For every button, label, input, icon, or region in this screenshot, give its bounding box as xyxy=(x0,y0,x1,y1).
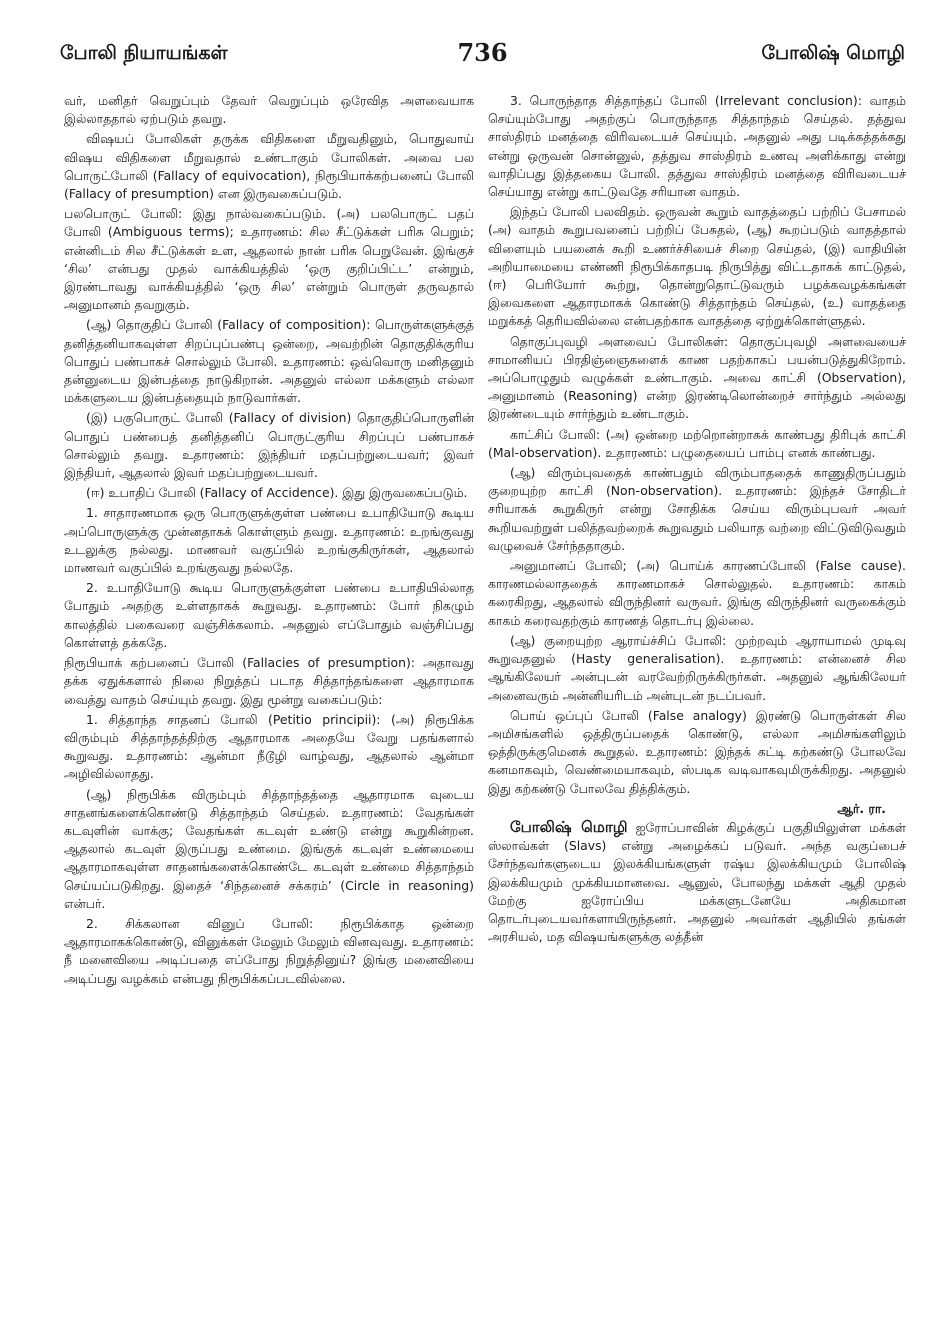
paragraph: (ஆ) தொகுதிப் போலி (Fallacy of composition): பொருள்களுக்குத் தனித்தனியாகவுள்ள சிறப்புப்பண்பு ஒன்றை, அவற்றின் தொகுதிக்குரிய பொதுப் பண்பாகச் சொல்லும் போலி. உதாரணம்: ஒவ்வொரு மனிதனும் தன்னுடைய இன்பத்தை நாடுகிறான். அதனுல் எல்லா மக்களும் எல்லா மக்களுடைய இன்பத்தையும் நாடுவார்கள். xyxy=(64,317,474,406)
paragraph: (ஆ) நிரூபிக்க விரும்பும் சித்தாந்தத்தை ஆதாரமாக வுடைய சாதனங்களைக்கொண்டு சித்தாந்தம் செய்தல். உதாரணம்: வேதங்கள் கடவுளின் வாக்கு; வேதங்கள் கடவுள் உண்டு என்று கூறுகின்றன. ஆதலால் கடவுள் இருப்பது உண்மை. இங்குக் கடவுள் உண்மையை ஆதாரமாகவுள்ள சாதனங்களைக்கொண்டே கடவுள் உண்மை சித்தாந்தம் செய்யப்படுகிறது. இதைச் ‘சிந்தனைச் சக்கரம்’ (Circle in reasoning) என்பர். xyxy=(64,786,474,911)
paragraph: 1. சாதாரணமாக ஒரு பொருளுக்குள்ள பண்பை உபாதியோடு கூடிய அப்பொருளுக்கு முன்னதாகக் கொள்ளும் தவறு. உதாரணம்: உறங்குவது உடலுக்கு நல்லது. மாணவர் வகுப்பில் உறங்குகிருர்கள், ஆதலால் மாணவர் வகுப்பில் உறங்குவது நல்லதே. xyxy=(64,505,474,576)
paragraph: பொய் ஒப்புப் போலி (False analogy) இரண்டு பொருள்கள் சில அமிசங்களில் ஒத்திருப்பதைக் கொண்டு, எல்லா அமிசங்களிலும் ஒத்திருக்குமெனக் கூறுதல். உதாரணம்: இந்தக் கட்டி கற்கண்டு போலவே கனமாகவும், வெண்மையாகவும், ஸ்படிக வடிவாகவுமிருக்கிறது. அதனுல் இது கற்கண்டு போலவே தித்திக்கும். xyxy=(488,707,906,796)
entry-paragraph xyxy=(488,818,906,946)
paragraph: (இ) பகுபொருட் போலி (Fallacy of division) தொகுதிப்பொருளின் பொதுப் பண்பைத் தனித்தனிப் பொருட்குரிய சிறப்புப் பண்பாகச் சொல்லும் தவறு. உதாரணம்: இந்தியர் மதப்பற்றுடையவர்; இவர் இந்தியர், ஆதலால் இவர் மதப்பற்றுடையவர். xyxy=(64,410,474,481)
right-column xyxy=(488,92,906,1302)
paragraph: நிரூபியாக் கற்பனைப் போலி (Fallacies of presumption): அதாவது தக்க ஏதுக்களால் நிலை நிறுத்தப் படாத சித்தாந்தங்களை ஆதாரமாக வைத்து வாதம் செய்யும் தவறு. இது மூன்று வகைப்படும்: xyxy=(64,655,474,707)
running-title-left: போலி நியாயங்கள் xyxy=(60,42,228,64)
left-column xyxy=(64,92,474,1302)
paragraph: காட்சிப் போலி: (அ) ஒன்றை மற்றொன்றாகக் காண்பது திரிபுக் காட்சி (Mal-observation). உதாரணம்: பழுதையைப் பாம்பு எனக் காண்பது. xyxy=(488,426,906,460)
paragraph: அனுமானப் போலி; (அ) பொய்க் காரணப்போலி (False cause). காரணமல்லாததைக் காரணமாகச் சொல்லுதல். உதாரணம்: காகம் கரைகிறது, ஆதலால் விருந்தினர் வருவர். இங்கு விருந்தினர் வருகைக்கும் காகம் கரைவதற்கும் காரணத் தொடர்பு இல்லை. xyxy=(488,558,906,628)
paragraph: இந்தப் போலி பலவிதம். ஒருவன் கூறும் வாதத்தைப் பற்றிப் பேசாமல் (அ) வாதம் கூறுபவனைப் பற்றிப் பேசுதல், (ஆ) கூறப்படும் வாதத்தால் விளையும் பயனைக் கூறி உணர்ச்சியைச் சிறை செய்தல், (இ) வாதியின் அறியாமையை எண்ணி நிரூபிக்காதபடி நிருபித்து விட்டதாகக் காட்டுதல், (ஈ) பெரியோர் கூற்று, தொன்றுதொட்டுவரும் பழக்கவழக்கங்கள் இவைகளை ஆதாரமாகக் கொண்டு சித்தாந்தம் செய்தல், (உ) வாதத்தை மறுக்கத் தெரியவில்லை என்பதற்காக வாதத்தை ஏற்றுக்கொள்ளுதல். xyxy=(488,204,906,329)
paragraph: 2. சிக்கலான வினுப் போலி: நிரூபிக்காத ஒன்றை ஆதாரமாகக்கொண்டு, வினுக்கள் மேலும் மேலும் வினவுவது. உதாரணம்: நீ மனைவியை அடிப்பதை எப்போது நிறுத்தினுய்? இங்கு மனைவியை அடிப்பது வழக்கம் என்பது நிரூபிக்கப்படவில்லை. xyxy=(64,915,474,986)
entry-text: ஐரோப்பாவின் கிழக்குப் பகுதியிலுள்ள மக்கள் ஸ்லாவ்கள் (Slavs) என்று அழைக்கப் படுவர். அந்த வகுப்பைச் சேர்ந்தவர்களுடைய இலக்கியங்களுள் ரஷ்ய இலக்கியமும் போலிஷ் இலக்கியமும் முக்கியமானவை. ஆனுல், போலந்து மக்கள் ஆதி முதல் மேற்கு ஐரோப்பிய மக்களுடனேயே அதிகமான தொடர்புடையவர்களாயிருந்தனர். அதனுல் அவர்கள் ஆதியில் தங்கள் அரசியல், மத விஷயங்களுக்கு லத்தீன் xyxy=(488,819,906,945)
paragraph: (ஈ) உபாதிப் போலி (Fallacy of Accidence). இது இருவகைப்படும். xyxy=(86,485,468,501)
paragraph: (ஆ) விரும்புவதைக் காண்பதும் விரும்பாததைக் காணுதிருப்பதும் குறையுற்ற காட்சி (Non-observation). உதாரணம்: இந்தச் சோதிடர் சரியாகக் கூறுகிருர் என்று சோதிக்க செய்ய விரும்புபவர் அவர் கூறியவற்றுள் பலித்தவற்றைக் கூறுவதும் பலியாத வற்றை விட்டுவிடுவதும் வழுவைச் சேர்ந்ததாகும். xyxy=(488,465,906,553)
paragraph: வர், மனிதர் வெறுப்பும் தேவர் வெறுப்பும் ஒரேவித அளவையாக இல்லாததால் ஏற்படும் தவறு. xyxy=(64,93,474,127)
page-number: 736 xyxy=(457,38,508,67)
paragraph: 2. உபாதியோடு கூடிய பொருளுக்குள்ள பண்பை உபாதியில்லாத போதும் அதற்கு உள்ளதாகக் கூறுவது. உதாரணம்: போர் நிகழும் காலத்தில் பகைவரை வஞ்சிக்கலாம். அதனுல் எப்போதும் வஞ்சிப்பது கொள்ளத் தக்கதே. xyxy=(64,580,474,650)
running-title-right: போலிஷ் மொழி xyxy=(761,42,905,64)
author-signature: ஆர். ரா. xyxy=(837,800,886,816)
entry-heading: போலிஷ் மொழி xyxy=(510,817,628,836)
paragraph: (ஆ) குறையுற்ற ஆராய்ச்சிப் போலி: முற்றவும் ஆராயாமல் முடிவு கூறுவதனுல் (Hasty generalisation). உதாரணம்: என்னைச் சில ஆங்கிலேயர் அன்புடன் வரவேற்றிருக்கிருர்கள். அதனுல் ஆங்கிலேயர் அனைவரும் அன்னியரிடம் அன்புடன் நடப்பவர். xyxy=(488,632,906,703)
paragraph: விஷயப் போலிகள் தருக்க விதிகளை மீறுவதினும், பொதுவாய் விஷய விதிகளை மீறுவதால் உண்டாகும் போலிகள். அவை பல பொருட்போலி (Fallacy of equivocation), நிரூபியாக்கற்பனைப் போலி (Fallacy of presumption) என இருவகைப்படும். xyxy=(64,131,474,202)
paragraph: 3. பொருந்தாத சித்தாந்தப் போலி (Irrelevant conclusion): வாதம் செய்யும்போது அதற்குப் பொருந்தாத சித்தாந்தம் செய்தல். தத்துவ சாஸ்திரம் மனத்தை விரிவடையச் செய்யும். அதனுல் அது படிக்கத்தக்கது என்று ஒருவன் சொன்னுல், தத்துவ சாஸ்திரம் உணவு அளிக்காது என்று வாதிப்பது இத்தகைய போலி. தத்துவ சாஸ்திரம் மனத்தை விரிவடையச் செய்யாது என்று காட்டுவதே சரியான வாதம். xyxy=(488,93,906,200)
paragraph: தொகுப்புவழி அளவைப் போலிகள்: தொகுப்புவழி அளவையைச் சாமானியப் பிரதிஞ்ஞைகளைக் காண பதற்காகப் பயன்படுத்துகிறோம். அப்பொழுதும் வழுக்கள் உண்டாகும். அவை காட்சி (Observation), அனுமானம் (Reasoning) என்ற இரண்டிலொன்றைச் சார்ந்தும் அல்லது இரண்டையும் சார்ந்தும் உண்டாகும். xyxy=(488,333,906,422)
paragraph: 1. சித்தாந்த சாதனப் போலி (Petitio principii): (அ) நிரூபிக்க விரும்பும் சித்தாந்தத்திற்கு ஆதாரமாக அதையே வேறு பதங்களால் கூறுவது. உதாரணம்: ஆன்மா நீடூழி வாழ்வது, ஆதலால் ஆன்மா அழிவில்லாதது. xyxy=(64,711,474,782)
page-header xyxy=(60,38,905,78)
paragraph: பலபொருட் போலி: இது நால்வகைப்படும். (அ) பலபொருட் பதப் போலி (Ambiguous terms); உதாரணம்: சில சீட்டுக்கள் பரிசு பெறும்; என்னிடம் சில சீட்டுக்கள் உள, ஆதலால் நான் பரிசு பெறுவேன். இங்குச் ‘சில’ என்பது முதல் வாக்கியத்தில் ‘ஒரு குறிப்பிட்ட’ என்றும், இரண்டாவது வாக்கியத்தில் ‘ஒரு சில’ என்றும் பொருள் தருவதால் அனுமானம் தவறுகும். xyxy=(64,206,474,313)
